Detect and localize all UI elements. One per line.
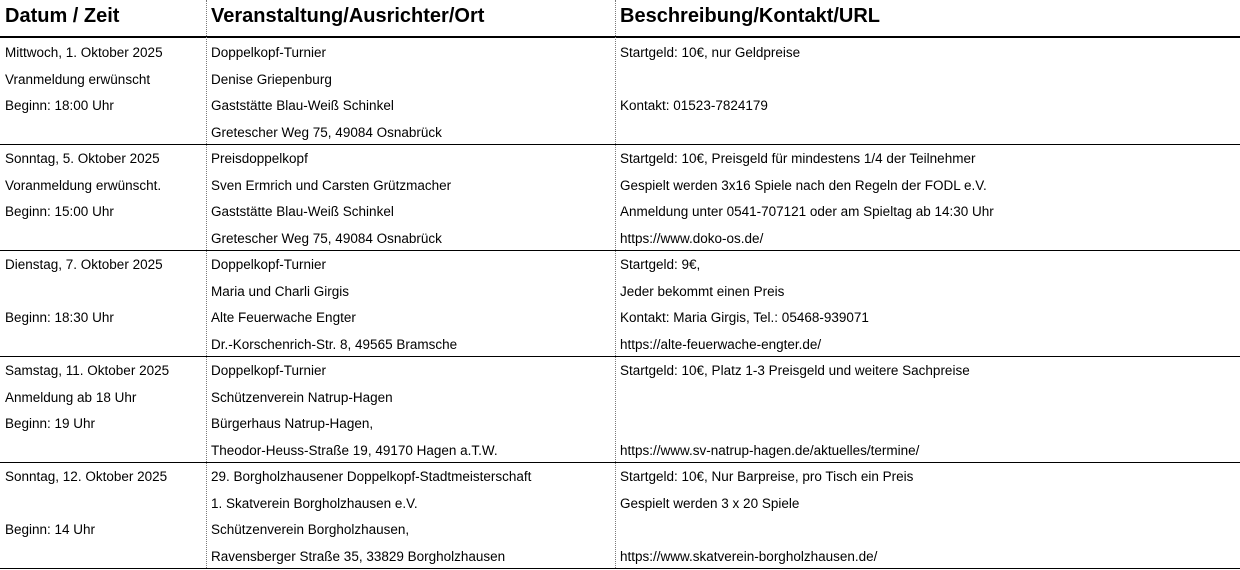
event-cell-col2: Gretescher Weg 75, 49084 Osnabrück <box>211 120 611 147</box>
event-cell-col2: Maria und Charli Girgis <box>211 279 611 306</box>
event-row <box>0 250 1240 357</box>
event-cell-col3: Kontakt: 01523-7824179 <box>620 93 1235 120</box>
event-cell-col2: Doppelkopf-Turnier <box>211 358 611 385</box>
header-datum-zeit: Datum / Zeit <box>5 5 119 28</box>
event-cell-col3 <box>620 517 1235 544</box>
event-cell-col1: Beginn: 19 Uhr <box>5 411 203 438</box>
event-cell-col3: https://alte-feuerwache-engter.de/ <box>620 332 1235 359</box>
event-row <box>0 38 1240 145</box>
event-row <box>0 356 1240 463</box>
event-cell-col1: Beginn: 18:00 Uhr <box>5 93 203 120</box>
event-cell-col3: Jeder bekommt einen Preis <box>620 279 1235 306</box>
event-cell-col3: Startgeld: 9€, <box>620 252 1235 279</box>
event-row <box>0 462 1240 569</box>
event-cell-col2: Doppelkopf-Turnier <box>211 252 611 279</box>
event-cell-col3: Anmeldung unter 0541-707121 oder am Spieltag ab 14:30 Uhr <box>620 199 1235 226</box>
event-cell-col1 <box>5 279 203 306</box>
event-cell-col1 <box>5 120 203 147</box>
event-cell-col2: Ravensberger Straße 35, 33829 Borgholzhausen <box>211 544 611 570</box>
event-cell-col1: Beginn: 14 Uhr <box>5 517 203 544</box>
event-cell-col3: Startgeld: 10€, nur Geldpreise <box>620 40 1235 67</box>
header-beschreibung: Beschreibung/Kontakt/URL <box>620 5 880 28</box>
event-cell-col1: Anmeldung ab 18 Uhr <box>5 385 203 412</box>
event-cell-col2: 29. Borgholzhausener Doppelkopf-Stadtmeisterschaft <box>211 464 611 491</box>
event-cell-col2: Schützenverein Borgholzhausen, <box>211 517 611 544</box>
event-cell-col1 <box>5 491 203 518</box>
event-cell-col3 <box>620 120 1235 147</box>
event-cell-col2: Denise Griepenburg <box>211 67 611 94</box>
event-cell-col3: Gespielt werden 3 x 20 Spiele <box>620 491 1235 518</box>
event-cell-col1: Dienstag, 7. Oktober 2025 <box>5 252 203 279</box>
event-cell-col2: Schützenverein Natrup-Hagen <box>211 385 611 412</box>
event-cell-col3 <box>620 385 1235 412</box>
event-cell-col2: Gaststätte Blau-Weiß Schinkel <box>211 199 611 226</box>
event-cell-col1 <box>5 438 203 465</box>
event-cell-col3 <box>620 67 1235 94</box>
event-cell-col3: https://www.doko-os.de/ <box>620 226 1235 253</box>
event-cell-col3: https://www.skatverein-borgholzhausen.de/ <box>620 544 1235 570</box>
event-cell-col1: Sonntag, 5. Oktober 2025 <box>5 146 203 173</box>
event-cell-col1: Mittwoch, 1. Oktober 2025 <box>5 40 203 67</box>
event-cell-col2: Alte Feuerwache Engter <box>211 305 611 332</box>
event-cell-col2: Bürgerhaus Natrup-Hagen, <box>211 411 611 438</box>
event-cell-col3 <box>620 411 1235 438</box>
header-veranstaltung: Veranstaltung/Ausrichter/Ort <box>211 5 484 28</box>
event-cell-col1: Sonntag, 12. Oktober 2025 <box>5 464 203 491</box>
event-cell-col1: Samstag, 11. Oktober 2025 <box>5 358 203 385</box>
event-cell-col3: Kontakt: Maria Girgis, Tel.: 05468-939071 <box>620 305 1235 332</box>
column-divider <box>615 0 616 568</box>
event-cell-col3: Startgeld: 10€, Platz 1-3 Preisgeld und weitere Sachpreise <box>620 358 1235 385</box>
event-cell-col3: https://www.sv-natrup-hagen.de/aktuelles/termine/ <box>620 438 1235 465</box>
event-cell-col2: Gaststätte Blau-Weiß Schinkel <box>211 93 611 120</box>
event-cell-col2: Theodor-Heuss-Straße 19, 49170 Hagen a.T.W. <box>211 438 611 465</box>
event-cell-col1 <box>5 226 203 253</box>
table-header <box>0 0 1240 38</box>
event-cell-col1 <box>5 544 203 570</box>
event-cell-col2: Preisdoppelkopf <box>211 146 611 173</box>
event-cell-col2: Doppelkopf-Turnier <box>211 40 611 67</box>
event-cell-col2: Gretescher Weg 75, 49084 Osnabrück <box>211 226 611 253</box>
event-cell-col2: Sven Ermrich und Carsten Grützmacher <box>211 173 611 200</box>
event-cell-col1: Beginn: 15:00 Uhr <box>5 199 203 226</box>
event-row <box>0 144 1240 251</box>
column-divider <box>206 0 207 568</box>
event-cell-col1: Voranmeldung erwünscht. <box>5 173 203 200</box>
event-cell-col1: Beginn: 18:30 Uhr <box>5 305 203 332</box>
event-cell-col2: Dr.-Korschenrich-Str. 8, 49565 Bramsche <box>211 332 611 359</box>
event-cell-col3: Startgeld: 10€, Preisgeld für mindestens 1/4 der Teilnehmer <box>620 146 1235 173</box>
event-cell-col1 <box>5 332 203 359</box>
event-cell-col2: 1. Skatverein Borgholzhausen e.V. <box>211 491 611 518</box>
event-cell-col3: Startgeld: 10€, Nur Barpreise, pro Tisch ein Preis <box>620 464 1235 491</box>
event-cell-col1: Vranmeldung erwünscht <box>5 67 203 94</box>
event-cell-col3: Gespielt werden 3x16 Spiele nach den Regeln der FODL e.V. <box>620 173 1235 200</box>
